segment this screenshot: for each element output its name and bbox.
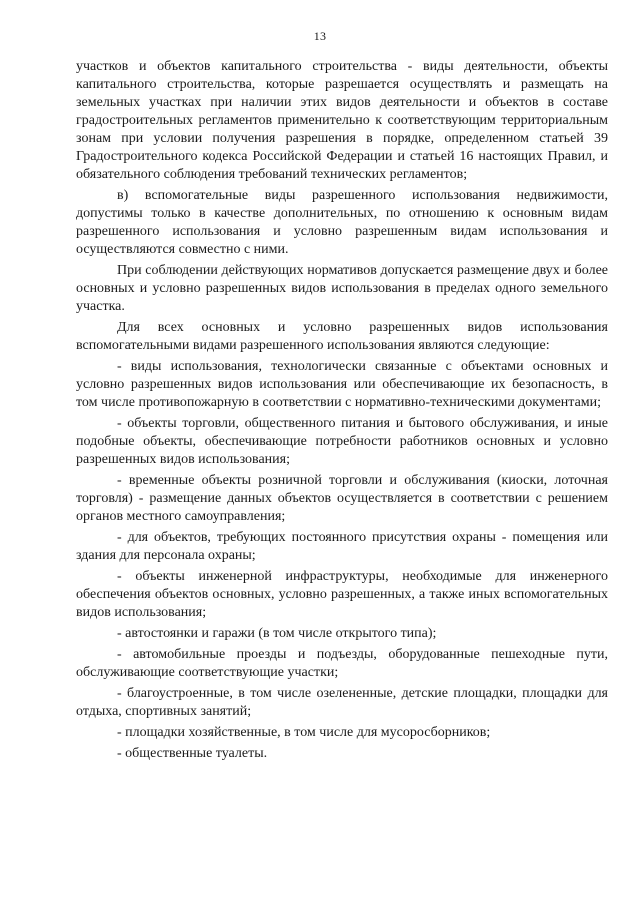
paragraph-auxiliary-uses: в) вспомогательные виды разрешенного использования недвижимости, допустимы только в качестве дополнительных, по отношению к основным видам разрешенного использования и условно разрешенным видам использования и осуществляются совместно с ними. xyxy=(76,188,608,257)
list-item-public-toilets: - общественные туалеты. xyxy=(117,746,268,761)
list-item-driveways-paths: - автомобильные проезды и подъезды, оборудованные пешеходные пути, обслуживающие соответствующие участки; xyxy=(76,647,608,680)
list-item-parking-garages: - автостоянки и гаражи (в том числе открытого типа); xyxy=(117,626,437,641)
document-body xyxy=(76,58,608,763)
list-item-landscaped-playgrounds: - благоустроенные, в том числе озелененные, детские площадки, площадки для отдыха, спортивных занятий; xyxy=(76,686,608,719)
list-item-engineering-infrastructure: - объекты инженерной инфраструктуры, необходимые для инженерного обеспечения объектов основных, условно разрешенных, а также иных вспомогательных видов использования; xyxy=(76,569,608,620)
list-item-technological-uses: - виды использования, технологически связанные с объектами основных и условно разрешенных видов использования или обеспечивающие их безопасность, в том числе противопожарную в соответствии с нормативно-техническими документами; xyxy=(76,359,608,410)
paragraph-multiple-uses: При соблюдении действующих нормативов допускается размещение двух и более основных и условно разрешенных видов использования в пределах одного земельного участка. xyxy=(76,263,608,314)
list-item-utility-areas: - площадки хозяйственные, в том числе для мусоросборников; xyxy=(117,725,491,740)
page-number: 13 xyxy=(313,29,327,43)
list-item-trade-catering: - объекты торговли, общественного питания и бытового обслуживания, и иные подобные объекты, обеспечивающие потребности работников основных и условно разрешенных видов использования; xyxy=(76,416,608,467)
paragraph-zone-conditional-uses: участков и объектов капитального строительства - виды деятельности, объекты капитального строительства, которые разрешается осуществлять и размещать на земельных участках при наличии этих видов деятельности и объектов в составе градостроительных регламентов применительно к соответствующим территориальным зонам при условии получения разрешения в порядке, определенном статьей 39 Градостроительного кодекса Российской Федерации и статьей 16 настоящих Правил, и обязательного соблюдения требований технических регламентов; xyxy=(76,59,608,182)
list-item-security-premises: - для объектов, требующих постоянного присутствия охраны - помещения или здания для персонала охраны; xyxy=(76,530,608,563)
list-item-temporary-retail: - временные объекты розничной торговли и обслуживания (киоски, лоточная торговля) - размещение данных объектов осуществляется в соответствии с решением органов местного самоуправления; xyxy=(76,473,608,524)
paragraph-list-intro: Для всех основных и условно разрешенных видов использования вспомогательными видами разрешенного использования являются следующие: xyxy=(76,320,608,353)
